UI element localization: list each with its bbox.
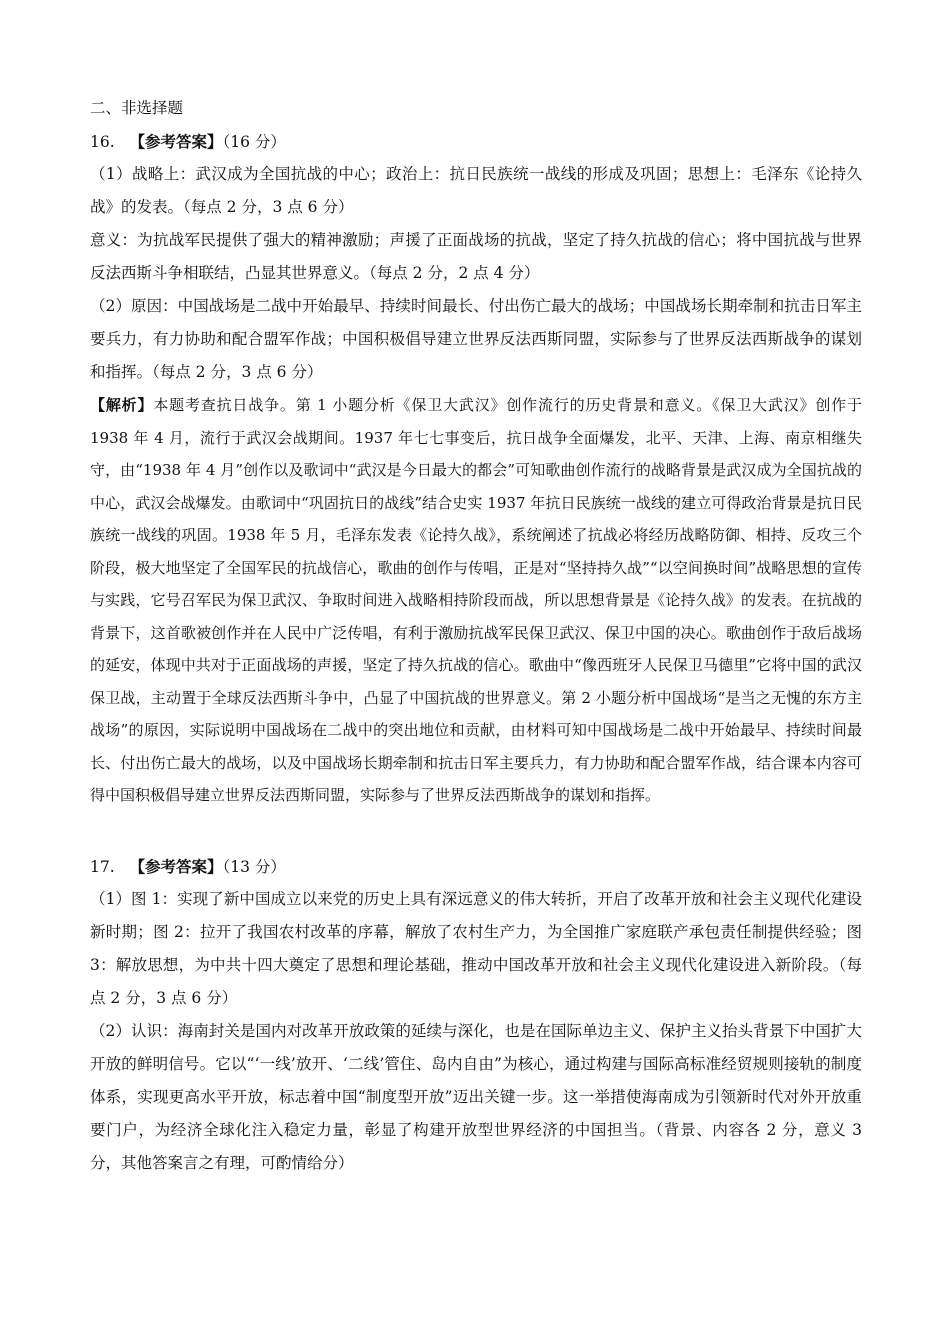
q16-analysis bbox=[90, 389, 862, 812]
q17-number: 17. bbox=[90, 857, 115, 876]
answer-page bbox=[90, 92, 862, 1180]
q17-answer-tag: 【参考答案】 bbox=[129, 856, 223, 876]
section-title: 二、非选择题 bbox=[90, 99, 184, 117]
q16-number: 16. bbox=[90, 133, 115, 151]
q16-answer-significance: 意义：为抗战军民提供了强大的精神激励；声援了正面战场的抗战，坚定了持久抗战的信心；将中国抗战与世界反法西斯斗争相联结，凸显其世界意义。（每点 2 分，2 点 4 分） bbox=[90, 231, 862, 282]
q16-answer-part1: （1）战略上：武汉成为全国抗战的中心；政治上：抗日民族统一战线的形成及巩固；思想上：毛泽东《论持久战》的发表。（每点 2 分，3 点 6 分） bbox=[90, 165, 862, 216]
q16-answer-part2: （2）原因：中国战场是二战中开始最早、持续时间最长、付出伤亡最大的战场；中国战场长期牵制和抗击日军主要兵力，有力协助和配合盟军作战；中国积极倡导建立世界反法西斯同盟，实际参与了世界反法西斯战争的谋划和指挥。（每点 2 分，3 点 6 分） bbox=[90, 297, 862, 381]
q17-answer-part1: （1）图 1：实现了新中国成立以来党的历史上具有深远意义的伟大转折，开启了改革开放和社会主义现代化建设新时期；图 2：拉开了我国农村改革的序幕，解放了农村生产力，为全国推广家庭联产承包责任制提供经验；图 3：解放思想，为中共十四大奠定了思想和理论基础，推动中国改革开放和社会主义现代化建设进入新阶段。（每点 2 分，3 点 6 分） bbox=[90, 889, 862, 1007]
q16-analysis-text: 本题考查抗日战争。第 1 小题分析《保卫大武汉》创作流行的历史背景和意义。《保卫大武汉》创作于 1938 年 4 月，流行于武汉会战期间。1937 年七七事变后，抗日战争全面爆发，北平、天津、上海、南京相继失守，由“1938 年 4 月”创作以及歌词中“武汉是今日最大的都会”可知歌曲创作流行的战略背景是武汉成为全国抗战的中心，武汉会战爆发。由歌词中“巩固抗日的战线”结合史实 1937 年抗日民族统一战线的建立可得政治背景是抗日民族统一战线的巩固。1938 年 5 月，毛泽东发表《论持久战》，系统阐述了抗战必将经历战略防御、相持、反攻三个阶段，极大地坚定了全国军民的抗战信心，歌曲的创作与传唱，正是对“坚持持久战”“以空间换时间”战略思想的宣传与实践，它号召军民为保卫武汉、争取时间进入战略相持阶段而战，所以思想背景是《论持久战》的发表。在抗战的背景下，这首歌被创作并在人民中广泛传唱，有利于激励抗战军民保卫武汉、保卫中国的决心。歌曲创作于敌后战场的延安，体现中共对于正面战场的声援，坚定了持久抗战的信心。歌曲中“像西班牙人民保卫马德里”它将中国的武汉保卫战，主动置于全球反法西斯斗争中，凸显了中国抗战的世界意义。第 2 小题分析中国战场“是当之无愧的东方主战场”的原因，实际说明中国战场在二战中的突出地位和贡献，由材料可知中国战场是二战中开始最早、持续时间最长、付出伤亡最大的战场，以及中国战场长期牵制和抗击日军主要兵力，有力协助和配合盟军作战，结合课本内容可得中国积极倡导建立世界反法西斯同盟，实际参与了世界反法西斯战争的谋划和指挥。 bbox=[90, 396, 862, 804]
q16-answer-tag: 【参考答案】 bbox=[129, 132, 223, 151]
q16-score: （16 分） bbox=[222, 133, 286, 151]
q16-header bbox=[90, 125, 862, 158]
q17-header bbox=[90, 850, 862, 883]
q17-answer-part2: （2）认识：海南封关是国内对改革开放政策的延续与深化，也是在国际单边主义、保护主义抬头背景下中国扩大开放的鲜明信号。它以“‘一线’放开、‘二线’管住、岛内自由”为核心，通过构建与国际高标准经贸规则接轨的制度体系，实现更高水平开放，标志着中国“制度型开放”迈出关键一步。这一举措使海南成为引领新时代对外开放重要门户，为经济全球化注入稳定力量，彰显了构建开放型世界经济的中国担当。（背景、内容各 2 分，意义 3 分，其他答案言之有理，可酌情给分） bbox=[90, 1021, 862, 1172]
q17-score: （13 分） bbox=[222, 857, 286, 876]
section-gap bbox=[90, 812, 862, 850]
q16-analysis-tag: 【解析】 bbox=[90, 396, 154, 414]
